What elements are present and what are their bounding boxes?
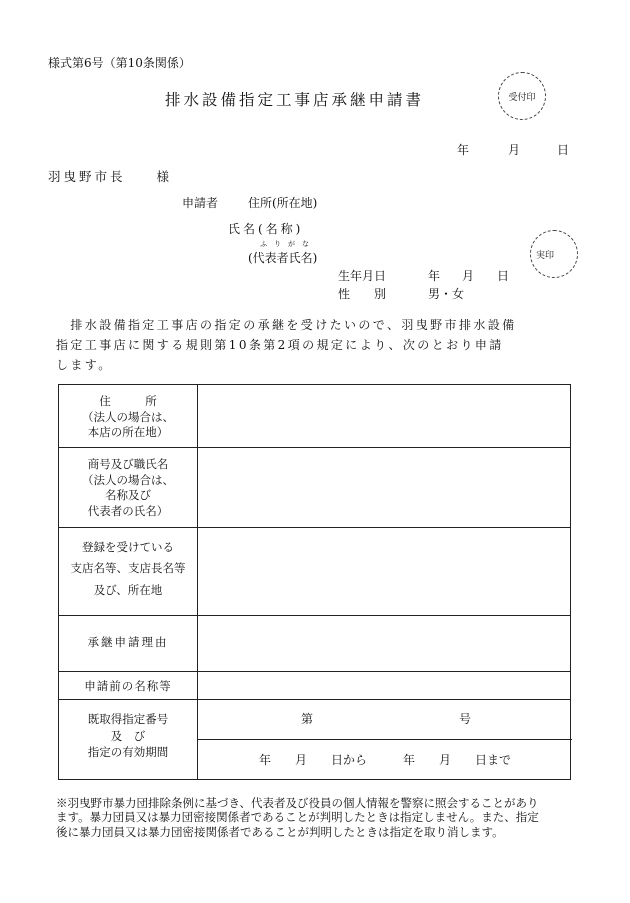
form-number: 様式第6号（第10条関係） xyxy=(48,56,191,70)
date-month: 月 xyxy=(508,143,521,157)
addressee: 羽曳野市長 様 xyxy=(48,169,173,184)
representative-label: (代表者氏名) xyxy=(248,251,318,265)
trade-name-input-cell[interactable] xyxy=(198,448,572,527)
label-line: 代表者の氏名） xyxy=(87,503,169,518)
receipt-stamp-circle xyxy=(498,72,546,120)
receipt-stamp-label: 受付印 xyxy=(508,92,536,103)
label-line: 及び、所在地 xyxy=(93,582,163,597)
page-title: 排水設備指定工事店承継申請書 xyxy=(165,91,425,109)
label-line: 及 び xyxy=(110,728,146,743)
label-line: 既取得指定番号 xyxy=(87,712,169,726)
branch-input-cell[interactable] xyxy=(198,528,572,615)
address-row-label xyxy=(59,394,197,441)
label-line: 支店名等、支店長名等 xyxy=(70,561,186,576)
footnote xyxy=(56,796,576,839)
body-line-3: します。 xyxy=(56,358,113,372)
footnote-line: ます。暴力団員又は暴力団密接関係者であることが判明したときは指定しません。また、指定 xyxy=(56,810,539,825)
row-divider xyxy=(59,699,570,700)
date-day: 日 xyxy=(557,143,570,157)
label-line: 指定の有効期間 xyxy=(87,745,169,760)
address-label: 住所(所在地) xyxy=(248,196,318,210)
footnote-line: ※羽曳野市暴力団排除条例に基づき、代表者及び役員の個人情報を警察に照会することがあり xyxy=(56,796,539,810)
seal-circle xyxy=(530,230,578,278)
application-table xyxy=(58,384,571,780)
body-line-2: 指定工事店に関する規則第10条第2項の規定により、次のとおり申請 xyxy=(56,338,504,352)
trade-name-row-label xyxy=(59,457,197,519)
body-line-1: 排水設備指定工事店の指定の承継を受けたいので、羽曳野市排水設備 xyxy=(56,318,517,332)
date-year: 年 xyxy=(457,143,470,157)
name-label: 氏名(名称) xyxy=(228,222,304,236)
label-line: 住 所 xyxy=(99,394,157,408)
birth-date-label: 生年月日 xyxy=(338,269,387,283)
number-prefix: 第 xyxy=(301,712,314,726)
sex-options: 男・女 xyxy=(428,287,465,301)
validity-period: 年 月 日から 年 月 日まで xyxy=(259,753,512,767)
label-line: 名称及び xyxy=(105,488,151,503)
number-suffix: 号 xyxy=(459,712,472,726)
birth-day: 日 xyxy=(497,269,510,283)
designation-number-label xyxy=(59,711,197,761)
branch-row-label xyxy=(59,537,197,601)
previous-name-label: 申請前の名称等 xyxy=(84,679,172,693)
address-input-cell[interactable] xyxy=(198,385,572,447)
row-divider xyxy=(197,739,572,740)
footnote-line: 後に暴力団員又は暴力団密接関係者であることが判明したときは指定を取り消します。 xyxy=(56,824,504,839)
label-line: （法人の場合は、 xyxy=(82,409,174,424)
applicant-label: 申請者 xyxy=(182,196,219,210)
sex-label: 性 別 xyxy=(338,287,387,301)
birth-month: 月 xyxy=(462,269,475,283)
label-line: 商号及び職氏名 xyxy=(87,457,169,471)
label-line: 登録を受けている xyxy=(82,540,174,554)
seal-label: 実印 xyxy=(535,250,554,261)
reason-input-cell[interactable] xyxy=(198,616,572,671)
label-line: （法人の場合は、 xyxy=(82,472,174,487)
previous-name-input-cell[interactable] xyxy=(198,672,572,699)
label-line: 本店の所在地） xyxy=(87,425,169,440)
furigana-label: ふ り が な xyxy=(260,240,309,248)
birth-year: 年 xyxy=(428,269,441,283)
succession-reason-label: 承継申請理由 xyxy=(87,635,169,649)
